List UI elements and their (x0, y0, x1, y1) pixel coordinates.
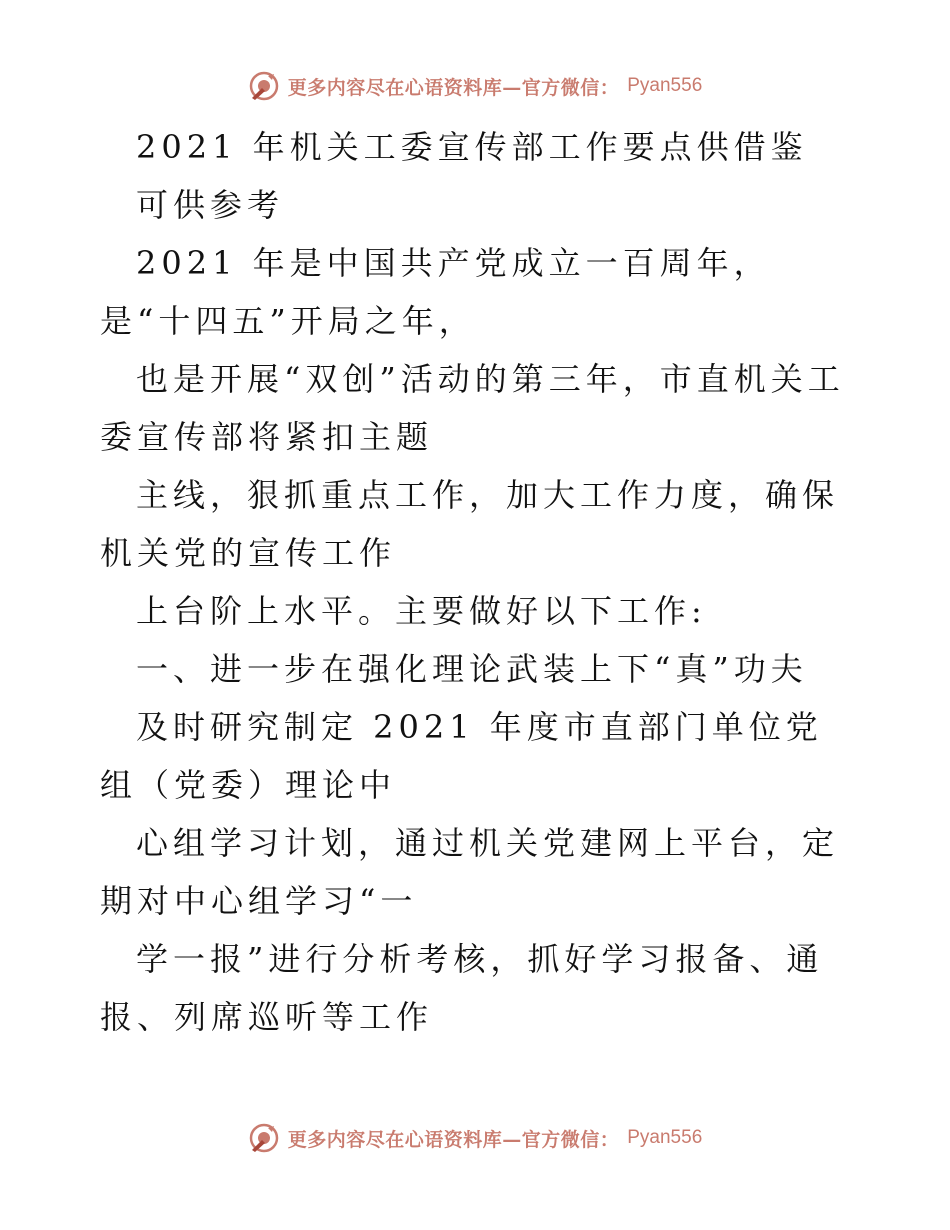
section-heading: 一、进一步在强化理论武装上下“真”功夫 (136, 650, 808, 688)
watermark-id: Pyan556 (627, 75, 703, 96)
paragraph: 心组学习计划，通过机关党建网上平台，定期对中心组学习“一 (100, 824, 840, 920)
footer-watermark (0, 1122, 950, 1154)
paragraph: 主线，狠抓重点工作，加大工作力度，确保机关党的宣传工作 (100, 476, 840, 572)
pen-logo-icon (248, 70, 280, 102)
paragraph: 上台阶上水平。主要做好以下工作: (136, 592, 707, 630)
paragraph: 可供参考 (136, 186, 285, 224)
paragraph: 2021 年是中国共产党成立一百周年，是“十四五”开局之年， (100, 244, 771, 340)
watermark-id: Pyan556 (627, 1127, 703, 1148)
paragraph: 及时研究制定 2021 年度市直部门单位党组（党委）理论中 (100, 708, 823, 804)
header-watermark (0, 70, 950, 102)
paragraph: 也是开展“双创”活动的第三年，市直机关工委宣传部将紧扣主题 (100, 360, 845, 456)
document-body (100, 118, 852, 1046)
document-title: 2021 年机关工委宣传部工作要点供借鉴 (136, 128, 808, 166)
watermark-text: 更多内容尽在心语资料库—官方微信： (287, 1128, 620, 1151)
pen-logo-icon (248, 1122, 280, 1154)
watermark-text: 更多内容尽在心语资料库—官方微信： (287, 76, 620, 99)
paragraph: 学一报”进行分析考核，抓好学习报备、通报、列席巡听等工作 (100, 940, 824, 1036)
